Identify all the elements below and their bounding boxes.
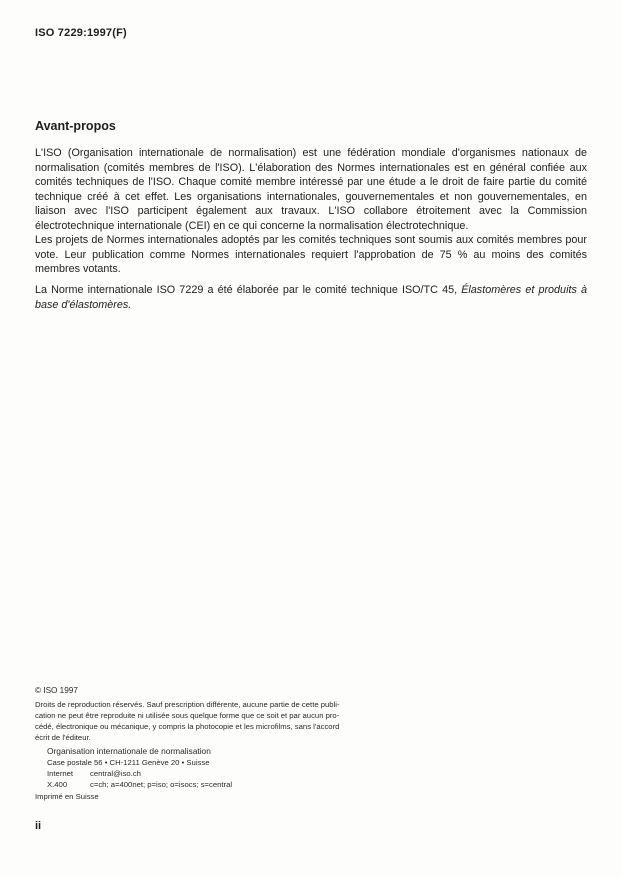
rights-notice-line: cédé, électronique ou mécanique, y compris la photocopie et les microfilms, sans l'accord — [35, 722, 340, 731]
internet-value: central@iso.ch — [90, 769, 141, 778]
committee-name-italic: Élastomères et produits à base d'élastomères. — [35, 284, 587, 311]
publisher-internet-line — [47, 768, 232, 779]
copyright-line: © ISO 1997 — [35, 686, 78, 695]
page-number: ii — [35, 820, 42, 832]
foreword-paragraph-2: Les projets de Normes internationales adoptés par les comités techniques sont soumis aux comités membres pour vote. Leur publication comme Normes internationales requiert l'approbation de 75 % au moins des comités membres votants. — [35, 234, 587, 275]
rights-notice-line: écrit de l'éditeur. — [35, 733, 91, 742]
publisher-address: Case postale 56 • CH-1211 Genève 20 • Suisse — [47, 758, 210, 767]
x400-label: X.400 — [47, 780, 68, 789]
rights-notice — [35, 699, 370, 743]
section-title: Avant-propos — [35, 119, 116, 133]
publisher-x400-line — [47, 779, 232, 790]
printed-in-line: Imprimé en Suisse — [35, 792, 99, 801]
rights-notice-line: Droits de reproduction réservés. Sauf prescription différente, aucune partie de cette publi- — [35, 700, 340, 709]
publisher-block — [47, 746, 232, 790]
rights-notice-line: cation ne peut être reproduite ni utilisée sous quelque forme que ce soit et par aucun pro- — [35, 711, 340, 720]
internet-label: Internet — [47, 769, 74, 778]
foreword-paragraph-1: L'ISO (Organisation internationale de normalisation) est une fédération mondiale d'organismes nationaux de normalisation (comités membres de l'ISO). L'élaboration des Normes internationales est en général confiée aux comités techniques de l'ISO. Chaque comité membre intéressé par une étude a le droit de faire partie du comité technique créé à cet effet. Les organisations internationales, gouvernementales et non gouvernementales, en liaison avec l'ISO participent également aux travaux. L'ISO collabore étroitement avec la Commission électrotechnique internationale (CEI) en ce qui concerne la normalisation électrotechnique. — [35, 147, 587, 232]
publisher-name: Organisation internationale de normalisation — [47, 746, 211, 756]
x400-value: c=ch; a=400net; p=iso; o=isocs; s=central — [90, 780, 233, 789]
document-reference: ISO 7229:1997(F) — [35, 27, 127, 39]
foreword-paragraph-3-text: La Norme internationale ISO 7229 a été élaborée par le comité technique ISO/TC 45, — [35, 284, 462, 296]
foreword-paragraph-3 — [35, 283, 587, 312]
